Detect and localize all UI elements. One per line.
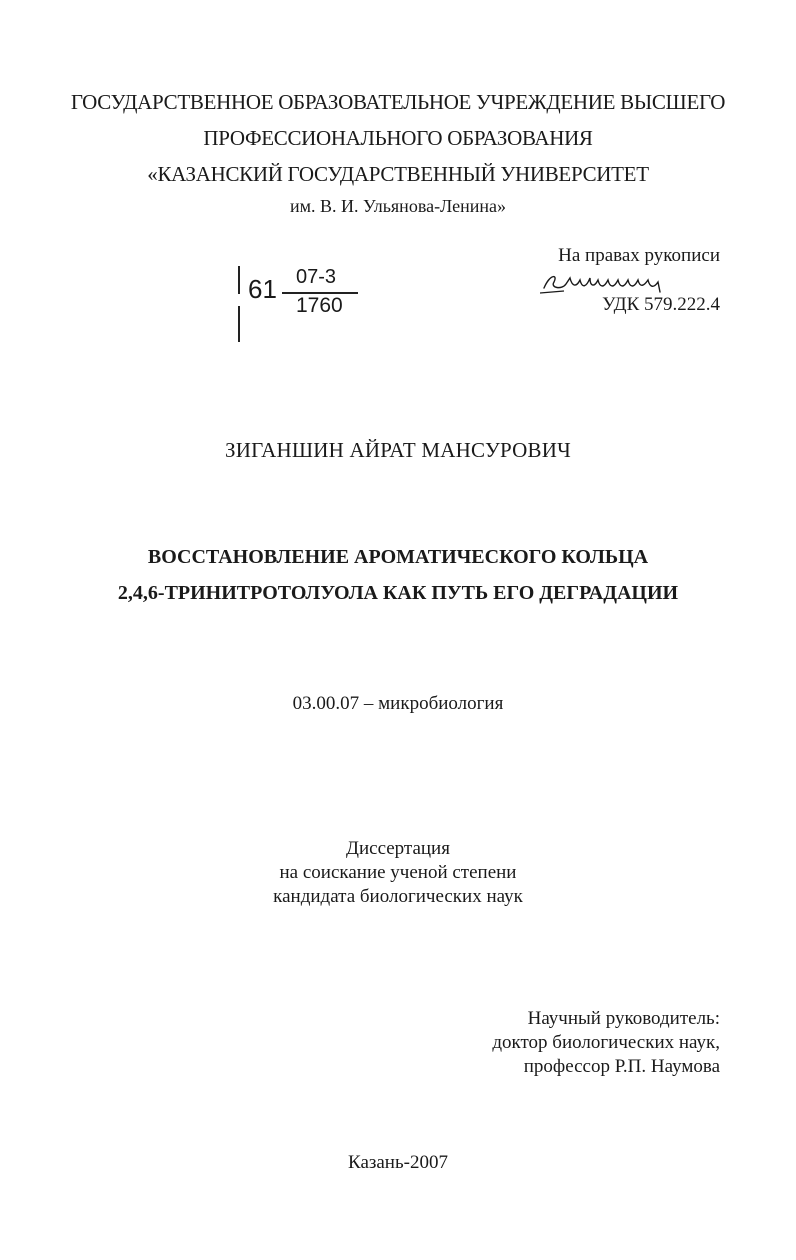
supervisor-line-3: профессор Р.П. Наумова — [523, 1056, 720, 1077]
title-line-2: 2,4,6-ТРИНИТРОТОЛУОЛА КАК ПУТЬ ЕГО ДЕГРАДАЦИИ — [117, 582, 679, 604]
author-name: ЗИГАНШИН АЙРАТ МАНСУРОВИЧ — [225, 438, 571, 462]
stamp-numerator: 07-3 — [296, 266, 337, 288]
institution-line-3: «КАЗАНСКИЙ ГОСУДАРСТВЕННЫЙ УНИВЕРСИТЕТ — [147, 162, 649, 186]
dissertation-line-1: Диссертация — [346, 838, 450, 859]
library-stamp — [238, 266, 368, 346]
dissertation-line-3: кандидата биологических наук — [273, 886, 523, 907]
udc-code: УДК 579.222.4 — [602, 294, 720, 315]
stamp-denominator: 1760 — [296, 294, 343, 317]
institution-line-4: им. В. И. Ульянова-Ленина» — [289, 196, 507, 216]
stamp-main-number: 61 — [248, 274, 277, 304]
supervisor-line-1: Научный руководитель: — [527, 1008, 720, 1029]
title-line-1: ВОССТАНОВЛЕНИЕ АРОМАТИЧЕСКОГО КОЛЬЦА — [147, 546, 649, 568]
city-year: Казань-2007 — [348, 1152, 448, 1173]
stamp-bar-bottom — [238, 306, 240, 342]
handwritten-signature — [540, 266, 680, 296]
institution-line-1: ГОСУДАРСТВЕННОЕ ОБРАЗОВАТЕЛЬНОЕ УЧРЕЖДЕНИЕ ВЫСШЕГО — [70, 90, 726, 114]
stamp-bar-top — [238, 266, 240, 294]
dissertation-line-2: на соискание ученой степени — [279, 862, 517, 883]
institution-line-2: ПРОФЕССИОНАЛЬНОГО ОБРАЗОВАНИЯ — [203, 126, 593, 150]
supervisor-line-2: доктор биологических наук, — [492, 1032, 720, 1053]
specialty: 03.00.07 – микробиология — [292, 693, 504, 714]
rights-label: На правах рукописи — [558, 245, 720, 266]
